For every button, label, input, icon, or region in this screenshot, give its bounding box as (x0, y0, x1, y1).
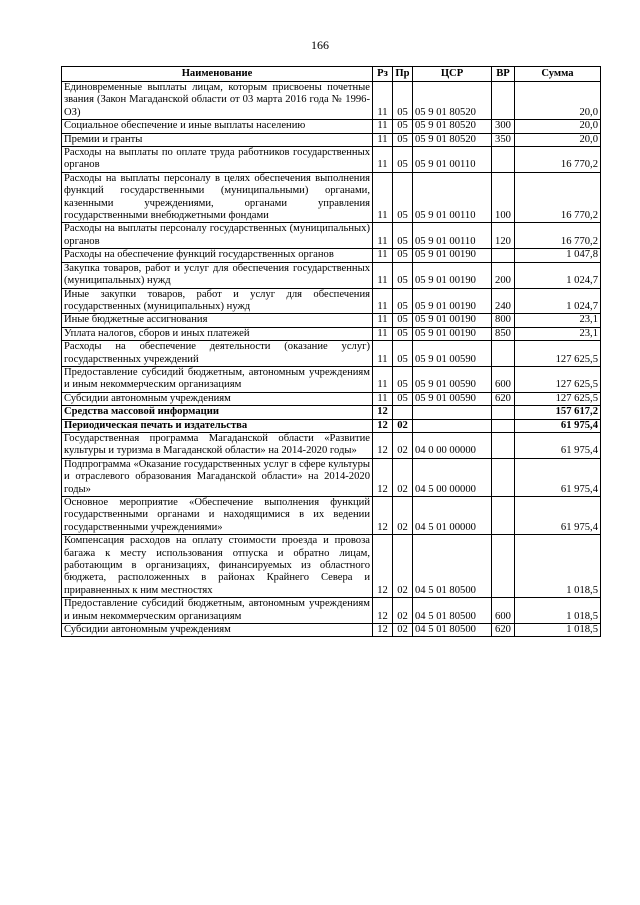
cell-csr: 04 5 00 00000 (413, 458, 492, 496)
cell-name: Уплата налогов, сборов и иных платежей (62, 327, 373, 340)
table-row (62, 535, 601, 598)
table-row (62, 624, 601, 637)
cell-vr (492, 535, 515, 598)
cell-csr: 05 9 01 00190 (413, 288, 492, 314)
cell-rz: 12 (373, 497, 393, 535)
cell-rz: 11 (373, 314, 393, 327)
cell-csr: 04 5 01 00000 (413, 497, 492, 535)
table-row (62, 406, 601, 419)
cell-rz: 11 (373, 288, 393, 314)
cell-sum: 1 024,7 (515, 262, 601, 288)
cell-name: Социальное обеспечение и иные выплаты населению (62, 120, 373, 133)
cell-sum: 1 018,5 (515, 624, 601, 637)
cell-name: Расходы на выплаты персоналу государственных (муниципальных) органов (62, 223, 373, 249)
cell-rz: 11 (373, 120, 393, 133)
cell-rz: 12 (373, 624, 393, 637)
cell-pr: 05 (393, 392, 413, 405)
cell-rz: 11 (373, 133, 393, 146)
table-row (62, 133, 601, 146)
cell-name: Основное мероприятие «Обеспечение выполнения функций государственными органами и находящимися в их ведении государственными учреждениями» (62, 497, 373, 535)
cell-vr: 600 (492, 598, 515, 624)
table-row (62, 172, 601, 223)
cell-sum: 1 024,7 (515, 288, 601, 314)
cell-csr: 05 9 01 00110 (413, 172, 492, 223)
cell-sum: 1 047,8 (515, 249, 601, 262)
cell-vr: 240 (492, 288, 515, 314)
cell-name: Субсидии автономным учреждениям (62, 624, 373, 637)
cell-pr: 02 (393, 419, 413, 432)
header-pr: Пр (393, 67, 413, 82)
cell-csr: 05 9 01 80520 (413, 120, 492, 133)
cell-sum: 1 018,5 (515, 598, 601, 624)
table-row (62, 223, 601, 249)
header-rz: Рз (373, 67, 393, 82)
cell-vr (492, 419, 515, 432)
cell-name: Субсидии автономным учреждениям (62, 392, 373, 405)
cell-rz: 12 (373, 458, 393, 496)
cell-sum: 61 975,4 (515, 458, 601, 496)
table-row (62, 249, 601, 262)
header-vr: ВР (492, 67, 515, 82)
cell-csr: 05 9 01 00190 (413, 262, 492, 288)
cell-name: Расходы на выплаты по оплате труда работников государственных органов (62, 147, 373, 173)
cell-name: Подпрограмма «Оказание государственных услуг в сфере культуры и отраслевого образования Магаданской области» на 2014-2020 годы» (62, 458, 373, 496)
cell-csr: 05 9 01 00190 (413, 314, 492, 327)
cell-pr: 05 (393, 366, 413, 392)
cell-vr (492, 458, 515, 496)
cell-rz: 11 (373, 249, 393, 262)
cell-pr: 05 (393, 82, 413, 120)
cell-name: Закупка товаров, работ и услуг для обеспечения государственных (муниципальных) нужд (62, 262, 373, 288)
cell-vr: 100 (492, 172, 515, 223)
cell-csr: 05 9 01 00110 (413, 223, 492, 249)
table-body (62, 82, 601, 637)
cell-csr: 05 9 01 80520 (413, 82, 492, 120)
cell-pr: 02 (393, 598, 413, 624)
cell-vr: 120 (492, 223, 515, 249)
table-row (62, 458, 601, 496)
table-row (62, 392, 601, 405)
table-row (62, 598, 601, 624)
cell-rz: 11 (373, 392, 393, 405)
cell-rz: 11 (373, 366, 393, 392)
table-row (62, 497, 601, 535)
cell-pr: 05 (393, 314, 413, 327)
cell-name: Периодическая печать и издательства (62, 419, 373, 432)
cell-csr (413, 406, 492, 419)
cell-pr: 05 (393, 147, 413, 173)
cell-pr: 05 (393, 327, 413, 340)
cell-csr: 05 9 01 80520 (413, 133, 492, 146)
cell-csr: 04 0 00 00000 (413, 432, 492, 458)
cell-sum: 20,0 (515, 120, 601, 133)
cell-rz: 12 (373, 432, 393, 458)
cell-sum: 61 975,4 (515, 497, 601, 535)
cell-vr: 800 (492, 314, 515, 327)
cell-name: Расходы на выплаты персоналу в целях обеспечения выполнения функций государственными (муниципальными) органами, казенными учреждениями, органами управления государственными внебюджетными фондами (62, 172, 373, 223)
cell-name: Предоставление субсидий бюджетным, автономным учреждениям и иным некоммерческим организациям (62, 366, 373, 392)
cell-pr: 05 (393, 223, 413, 249)
table-row (62, 120, 601, 133)
cell-vr (492, 147, 515, 173)
cell-rz: 11 (373, 147, 393, 173)
cell-csr: 05 9 01 00590 (413, 366, 492, 392)
cell-csr: 04 5 01 80500 (413, 535, 492, 598)
cell-rz: 12 (373, 419, 393, 432)
cell-csr: 05 9 01 00590 (413, 392, 492, 405)
cell-csr: 05 9 01 00190 (413, 327, 492, 340)
cell-csr (413, 419, 492, 432)
cell-csr: 05 9 01 00190 (413, 249, 492, 262)
cell-sum: 23,1 (515, 327, 601, 340)
cell-pr (393, 406, 413, 419)
cell-pr: 05 (393, 288, 413, 314)
cell-name: Компенсация расходов на оплату стоимости проезда и провоза багажа к месту использования отпуска и обратно лицам, работающим в организациях, финансируемых из областного бюджета, расположенных в районах Крайнего Севера и приравненных к ним местностях (62, 535, 373, 598)
table-row (62, 288, 601, 314)
cell-sum: 127 625,5 (515, 392, 601, 405)
header-csr: ЦСР (413, 67, 492, 82)
cell-sum: 61 975,4 (515, 419, 601, 432)
cell-sum: 16 770,2 (515, 223, 601, 249)
page-number: 166 (311, 38, 329, 52)
cell-vr (492, 249, 515, 262)
table-row (62, 341, 601, 367)
cell-rz: 11 (373, 327, 393, 340)
cell-sum: 20,0 (515, 82, 601, 120)
cell-sum: 127 625,5 (515, 366, 601, 392)
cell-sum: 61 975,4 (515, 432, 601, 458)
header-sum: Сумма (515, 67, 601, 82)
table-header-row (62, 67, 601, 82)
cell-sum: 127 625,5 (515, 341, 601, 367)
cell-name: Иные бюджетные ассигнования (62, 314, 373, 327)
cell-pr: 05 (393, 120, 413, 133)
cell-name: Иные закупки товаров, работ и услуг для обеспечения государственных (муниципальных) нужд (62, 288, 373, 314)
cell-pr: 05 (393, 172, 413, 223)
cell-pr: 02 (393, 497, 413, 535)
cell-rz: 11 (373, 341, 393, 367)
cell-sum: 20,0 (515, 133, 601, 146)
cell-pr: 05 (393, 341, 413, 367)
table-row (62, 147, 601, 173)
cell-rz: 12 (373, 406, 393, 419)
cell-name: Предоставление субсидий бюджетным, автономным учреждениям и иным некоммерческим организациям (62, 598, 373, 624)
table-row (62, 327, 601, 340)
table-row (62, 82, 601, 120)
cell-vr (492, 82, 515, 120)
cell-sum: 16 770,2 (515, 147, 601, 173)
cell-rz: 11 (373, 172, 393, 223)
cell-vr (492, 497, 515, 535)
cell-sum: 157 617,2 (515, 406, 601, 419)
cell-csr: 04 5 01 80500 (413, 598, 492, 624)
cell-pr: 05 (393, 133, 413, 146)
cell-csr: 04 5 01 80500 (413, 624, 492, 637)
cell-rz: 12 (373, 598, 393, 624)
cell-name: Премии и гранты (62, 133, 373, 146)
cell-csr: 05 9 01 00590 (413, 341, 492, 367)
cell-vr (492, 341, 515, 367)
cell-vr: 850 (492, 327, 515, 340)
table-row (62, 366, 601, 392)
cell-name: Единовременные выплаты лицам, которым присвоены почетные звания (Закон Магаданской области от 03 марта 2016 года № 1996-ОЗ) (62, 82, 373, 120)
cell-name: Расходы на обеспечение функций государственных органов (62, 249, 373, 262)
cell-vr: 350 (492, 133, 515, 146)
cell-name: Государственная программа Магаданской области «Развитие культуры и туризма в Магаданской области» на 2014-2020 годы» (62, 432, 373, 458)
cell-sum: 1 018,5 (515, 535, 601, 598)
table-row (62, 262, 601, 288)
cell-vr (492, 432, 515, 458)
cell-sum: 16 770,2 (515, 172, 601, 223)
cell-pr: 02 (393, 432, 413, 458)
cell-vr: 600 (492, 366, 515, 392)
cell-rz: 11 (373, 223, 393, 249)
header-name: Наименование (62, 67, 373, 82)
cell-vr: 200 (492, 262, 515, 288)
cell-pr: 05 (393, 262, 413, 288)
table-row (62, 314, 601, 327)
cell-vr: 620 (492, 392, 515, 405)
cell-rz: 11 (373, 82, 393, 120)
cell-sum: 23,1 (515, 314, 601, 327)
cell-vr (492, 406, 515, 419)
budget-table (61, 66, 601, 637)
cell-pr: 02 (393, 535, 413, 598)
cell-pr: 02 (393, 458, 413, 496)
cell-csr: 05 9 01 00110 (413, 147, 492, 173)
cell-rz: 11 (373, 262, 393, 288)
cell-name: Расходы на обеспечение деятельности (оказание услуг) государственных учреждений (62, 341, 373, 367)
cell-pr: 02 (393, 624, 413, 637)
cell-name: Средства массовой информации (62, 406, 373, 419)
cell-vr: 300 (492, 120, 515, 133)
cell-vr: 620 (492, 624, 515, 637)
table-row (62, 432, 601, 458)
table-row (62, 419, 601, 432)
cell-rz: 12 (373, 535, 393, 598)
cell-pr: 05 (393, 249, 413, 262)
